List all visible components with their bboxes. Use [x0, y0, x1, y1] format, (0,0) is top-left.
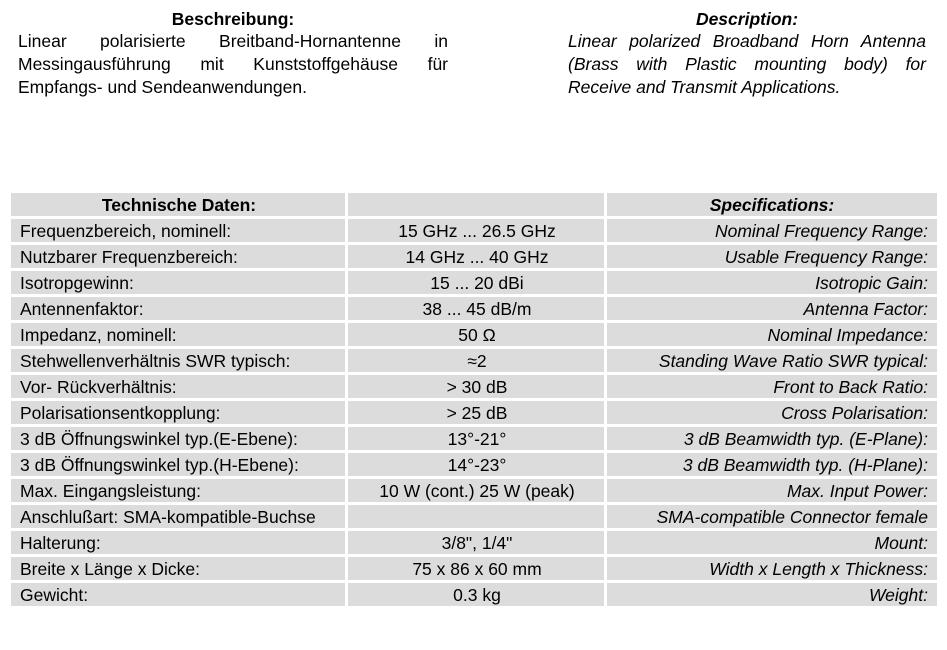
header-german: Technische Daten:	[10, 192, 347, 218]
description-english-text: Linear polarized Broadband Horn Antenna (Brass with Plastic mounting body) for Receive and Transmit Applications.	[568, 31, 926, 97]
spec-value: 38 ... 45 dB/m	[347, 296, 606, 322]
spec-value: 3/8", 1/4"	[347, 530, 606, 556]
spec-label-german: 3 dB Öffnungswinkel typ.(E-Ebene):	[10, 426, 347, 452]
table-row	[10, 374, 939, 400]
spec-label-german: Halterung:	[10, 530, 347, 556]
table-header-row	[10, 192, 939, 218]
spec-label-english: Standing Wave Ratio SWR typical:	[606, 348, 939, 374]
table-row	[10, 504, 939, 530]
table-row	[10, 582, 939, 608]
spec-label-english: SMA-compatible Connector female	[606, 504, 939, 530]
spec-label-german: 3 dB Öffnungswinkel typ.(H-Ebene):	[10, 452, 347, 478]
spec-label-english: Usable Frequency Range:	[606, 244, 939, 270]
spec-label-german: Breite x Länge x Dicke:	[10, 556, 347, 582]
spec-value: 75 x 86 x 60 mm	[347, 556, 606, 582]
spec-value	[347, 504, 606, 530]
spec-label-german: Isotropgewinn:	[10, 270, 347, 296]
description-german-text: Linear polarisierte Breitband-Hornantenne in Messingausführung mit Kunststoffgehäuse für Empfangs- und Sendeanwendungen.	[18, 31, 448, 97]
spec-value: 0.3 kg	[347, 582, 606, 608]
table-row	[10, 270, 939, 296]
spec-label-english: Cross Polarisation:	[606, 400, 939, 426]
description-english	[568, 8, 926, 99]
spec-label-english: Front to Back Ratio:	[606, 374, 939, 400]
spec-label-english: Isotropic Gain:	[606, 270, 939, 296]
spec-value: > 25 dB	[347, 400, 606, 426]
spec-value: 13°-21°	[347, 426, 606, 452]
spec-label-german: Polarisationsentkopplung:	[10, 400, 347, 426]
table-row	[10, 322, 939, 348]
table-row	[10, 556, 939, 582]
spec-label-english: Nominal Impedance:	[606, 322, 939, 348]
spec-label-english: Mount:	[606, 530, 939, 556]
table-row	[10, 218, 939, 244]
spec-label-english: 3 dB Beamwidth typ. (H-Plane):	[606, 452, 939, 478]
table-row	[10, 244, 939, 270]
spec-label-german: Vor- Rückverhältnis:	[10, 374, 347, 400]
description-english-title: Description:	[695, 9, 799, 29]
spec-label-german: Frequenzbereich, nominell:	[10, 218, 347, 244]
spec-value: ≈2	[347, 348, 606, 374]
description-german-title: Beschreibung:	[171, 9, 295, 29]
spec-label-english: Width x Length x Thickness:	[606, 556, 939, 582]
table-row	[10, 426, 939, 452]
spec-label-english: Nominal Frequency Range:	[606, 218, 939, 244]
table-row	[10, 530, 939, 556]
spec-value: > 30 dB	[347, 374, 606, 400]
specifications-table	[8, 190, 940, 609]
spec-label-german: Stehwellenverhältnis SWR typisch:	[10, 348, 347, 374]
table-row	[10, 478, 939, 504]
table-row	[10, 296, 939, 322]
spec-label-german: Antennenfaktor:	[10, 296, 347, 322]
table-row	[10, 400, 939, 426]
spec-value: 50 Ω	[347, 322, 606, 348]
spec-value: 15 ... 20 dBi	[347, 270, 606, 296]
spec-label-english: Max. Input Power:	[606, 478, 939, 504]
table-row	[10, 348, 939, 374]
spec-label-english: Antenna Factor:	[606, 296, 939, 322]
spec-value: 14 GHz ... 40 GHz	[347, 244, 606, 270]
description-german	[18, 8, 448, 99]
header-english: Specifications:	[606, 192, 939, 218]
spec-value: 10 W (cont.) 25 W (peak)	[347, 478, 606, 504]
spec-label-german: Impedanz, nominell:	[10, 322, 347, 348]
spec-label-english: Weight:	[606, 582, 939, 608]
spec-label-german: Anschlußart: SMA-kompatible-Buchse	[10, 504, 347, 530]
spec-label-german: Gewicht:	[10, 582, 347, 608]
spec-value: 14°-23°	[347, 452, 606, 478]
spec-label-german: Nutzbarer Frequenzbereich:	[10, 244, 347, 270]
table-row	[10, 452, 939, 478]
spec-label-english: 3 dB Beamwidth typ. (E-Plane):	[606, 426, 939, 452]
spec-label-german: Max. Eingangsleistung:	[10, 478, 347, 504]
header-value	[347, 192, 606, 218]
spec-value: 15 GHz ... 26.5 GHz	[347, 218, 606, 244]
